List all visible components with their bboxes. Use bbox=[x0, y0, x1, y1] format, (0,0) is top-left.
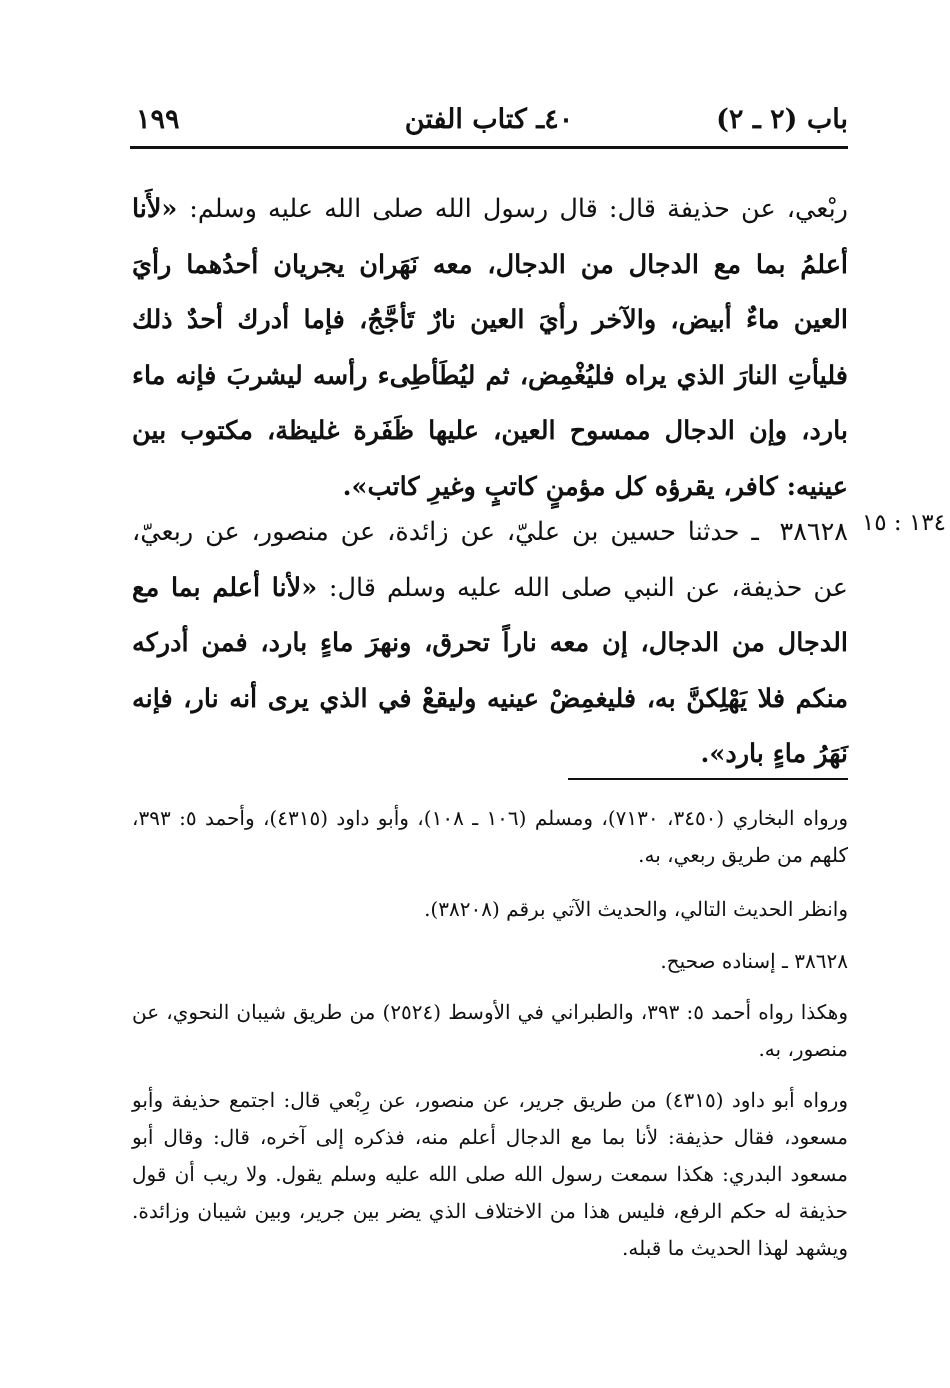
page-number: ١٩٩ bbox=[136, 104, 180, 135]
chapter-label: باب (٢ ـ ٢) bbox=[716, 104, 848, 135]
footnote: وانظر الحديث التالي، والحديث الآتي برقم (٣٨٢٠٨). bbox=[424, 897, 848, 921]
hadith-continuation bbox=[132, 182, 848, 515]
footnote: وهكذا رواه أحمد ٥: ٣٩٣، والطبراني في الأوسط (٢٥٢٤) من طريق شيبان النحوي، عن منصور، به. bbox=[132, 1000, 848, 1061]
hadith-number: ٣٨٦٢٨ bbox=[779, 517, 848, 547]
margin-reference: ١٣٤ : ١٥ bbox=[861, 510, 946, 536]
hadith-entry bbox=[132, 505, 848, 783]
book-title: ٤٠ـ كتاب الفتن bbox=[404, 104, 574, 135]
hadith-matn: «لأَنا أعلمُ بما مع الدجال من الدجال، معه نَهَران يجريان أحدُهما رأيَ العين ماءٌ أبيض، والآخر رأيَ العين نارٌ تَأجَّجُ، فإما أدرك أحدٌ ذلك فليأتِ النارَ الذي يراه فليُغْمِض، ثم ليُطَأطِىء رأسه ليشربَ فإنه ماء بارد، وإن الدجال ممسوح العين، عليها ظَفَرة غليظة، مكتوب بين عينيه: كافر، يقرؤه كل مؤمنٍ كاتبٍ وغيرِ كاتب». bbox=[132, 194, 848, 502]
hadith-isnad: ـ حدثنا حسين بن عليّ، عن زائدة، عن منصور، عن ربعيّ، عن حذيفة، عن النبي صلى الله عليه وسلم قال: bbox=[132, 517, 848, 603]
footnote: ٣٨٦٢٨ ـ إسناده صحيح. bbox=[660, 949, 848, 973]
footnote: ورواه البخاري (٣٤٥٠، ٧١٣٠)، ومسلم (١٠٦ ـ ١٠٨)، وأبو داود (٤٣١٥)، وأحمد ٥: ٣٩٣، كلهم من طريق ربعي، به. bbox=[132, 806, 848, 867]
footnote-divider bbox=[568, 778, 848, 780]
hadith-matn: «لأنا أعلم بما مع الدجال من الدجال، إن معه ناراً تحرق، ونهرَ ماءٍ بارد، فمن أدركه منكم فلا يَهْلِكنَّ به، فليغمِضْ عينيه وليقعْ في الذي يرى أنه نار، فإنه نَهَرُ ماءٍ بارد». bbox=[132, 572, 848, 769]
footnote: ورواه أبو داود (٤٣١٥) من طريق جرير، عن منصور، عن رِبْعي قال: اجتمع حذيفة وأبو مسعود، فقال حذيفة: لأنا بما مع الدجال أعلم منه، فذكره إلى آخره، قال: وقال أبو مسعود البدري: هكذا سمعت رسول الله صلى الله عليه وسلم يقول. ولا ريب أن قول حذيفة له حكم الرفع، فليس هذا من الاختلاف الذي يضر بين جرير، وبين شيبان وزائدة. ويشهد لهذا الحديث ما قبله. bbox=[132, 1088, 848, 1260]
running-header bbox=[130, 100, 848, 149]
hadith-isnad: ربْعي، عن حذيفة قال: قال رسول الله صلى الله عليه وسلم: bbox=[189, 194, 848, 224]
